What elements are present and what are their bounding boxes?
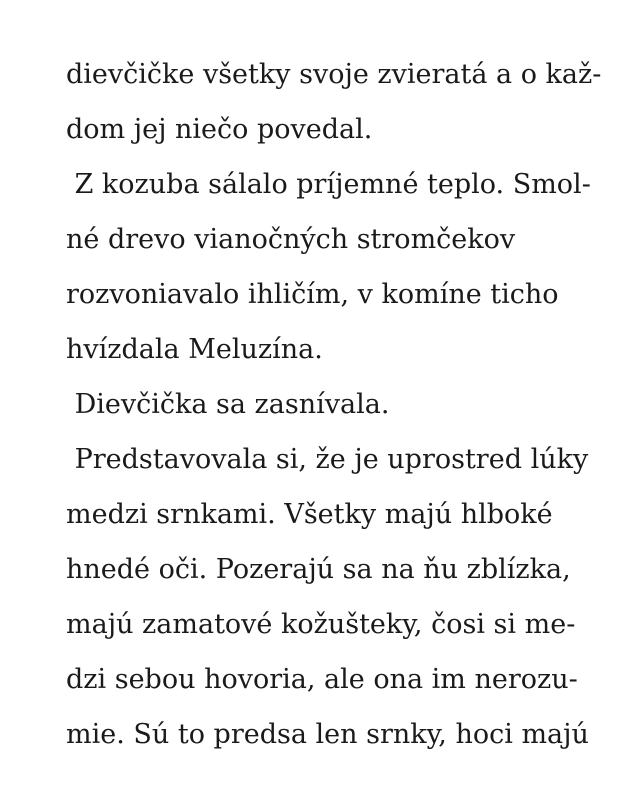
text-line: rozvoniavalo ihličím, v komíne ticho (66, 279, 559, 310)
text-line: dievčičke všetky svoje zvieratá a o kaž- (66, 59, 602, 90)
text-line: Dievčička sa zasnívala. (66, 389, 390, 420)
text-line: medzi srnkami. Všetky majú hlboké (66, 499, 553, 530)
text-line: dom jej niečo povedal. (66, 114, 373, 145)
text-line: mie. Sú to predsa len srnky, hoci majú (66, 719, 589, 750)
text-line: majú zamatové kožušteky, čosi si me- (66, 609, 576, 640)
text-line: Z kozuba sálalo príjemné teplo. Smol- (66, 169, 591, 200)
text-line: dzi sebou hovoria, ale ona im nerozu- (66, 664, 578, 695)
text-line: Predstavovala si, že je uprostred lúky (66, 444, 589, 475)
text-line: hvízdala Meluzína. (66, 334, 323, 365)
text-line: hnedé oči. Pozerajú sa na ňu zblízka, (66, 554, 571, 585)
text-line: né drevo vianočných stromčekov (66, 224, 516, 255)
